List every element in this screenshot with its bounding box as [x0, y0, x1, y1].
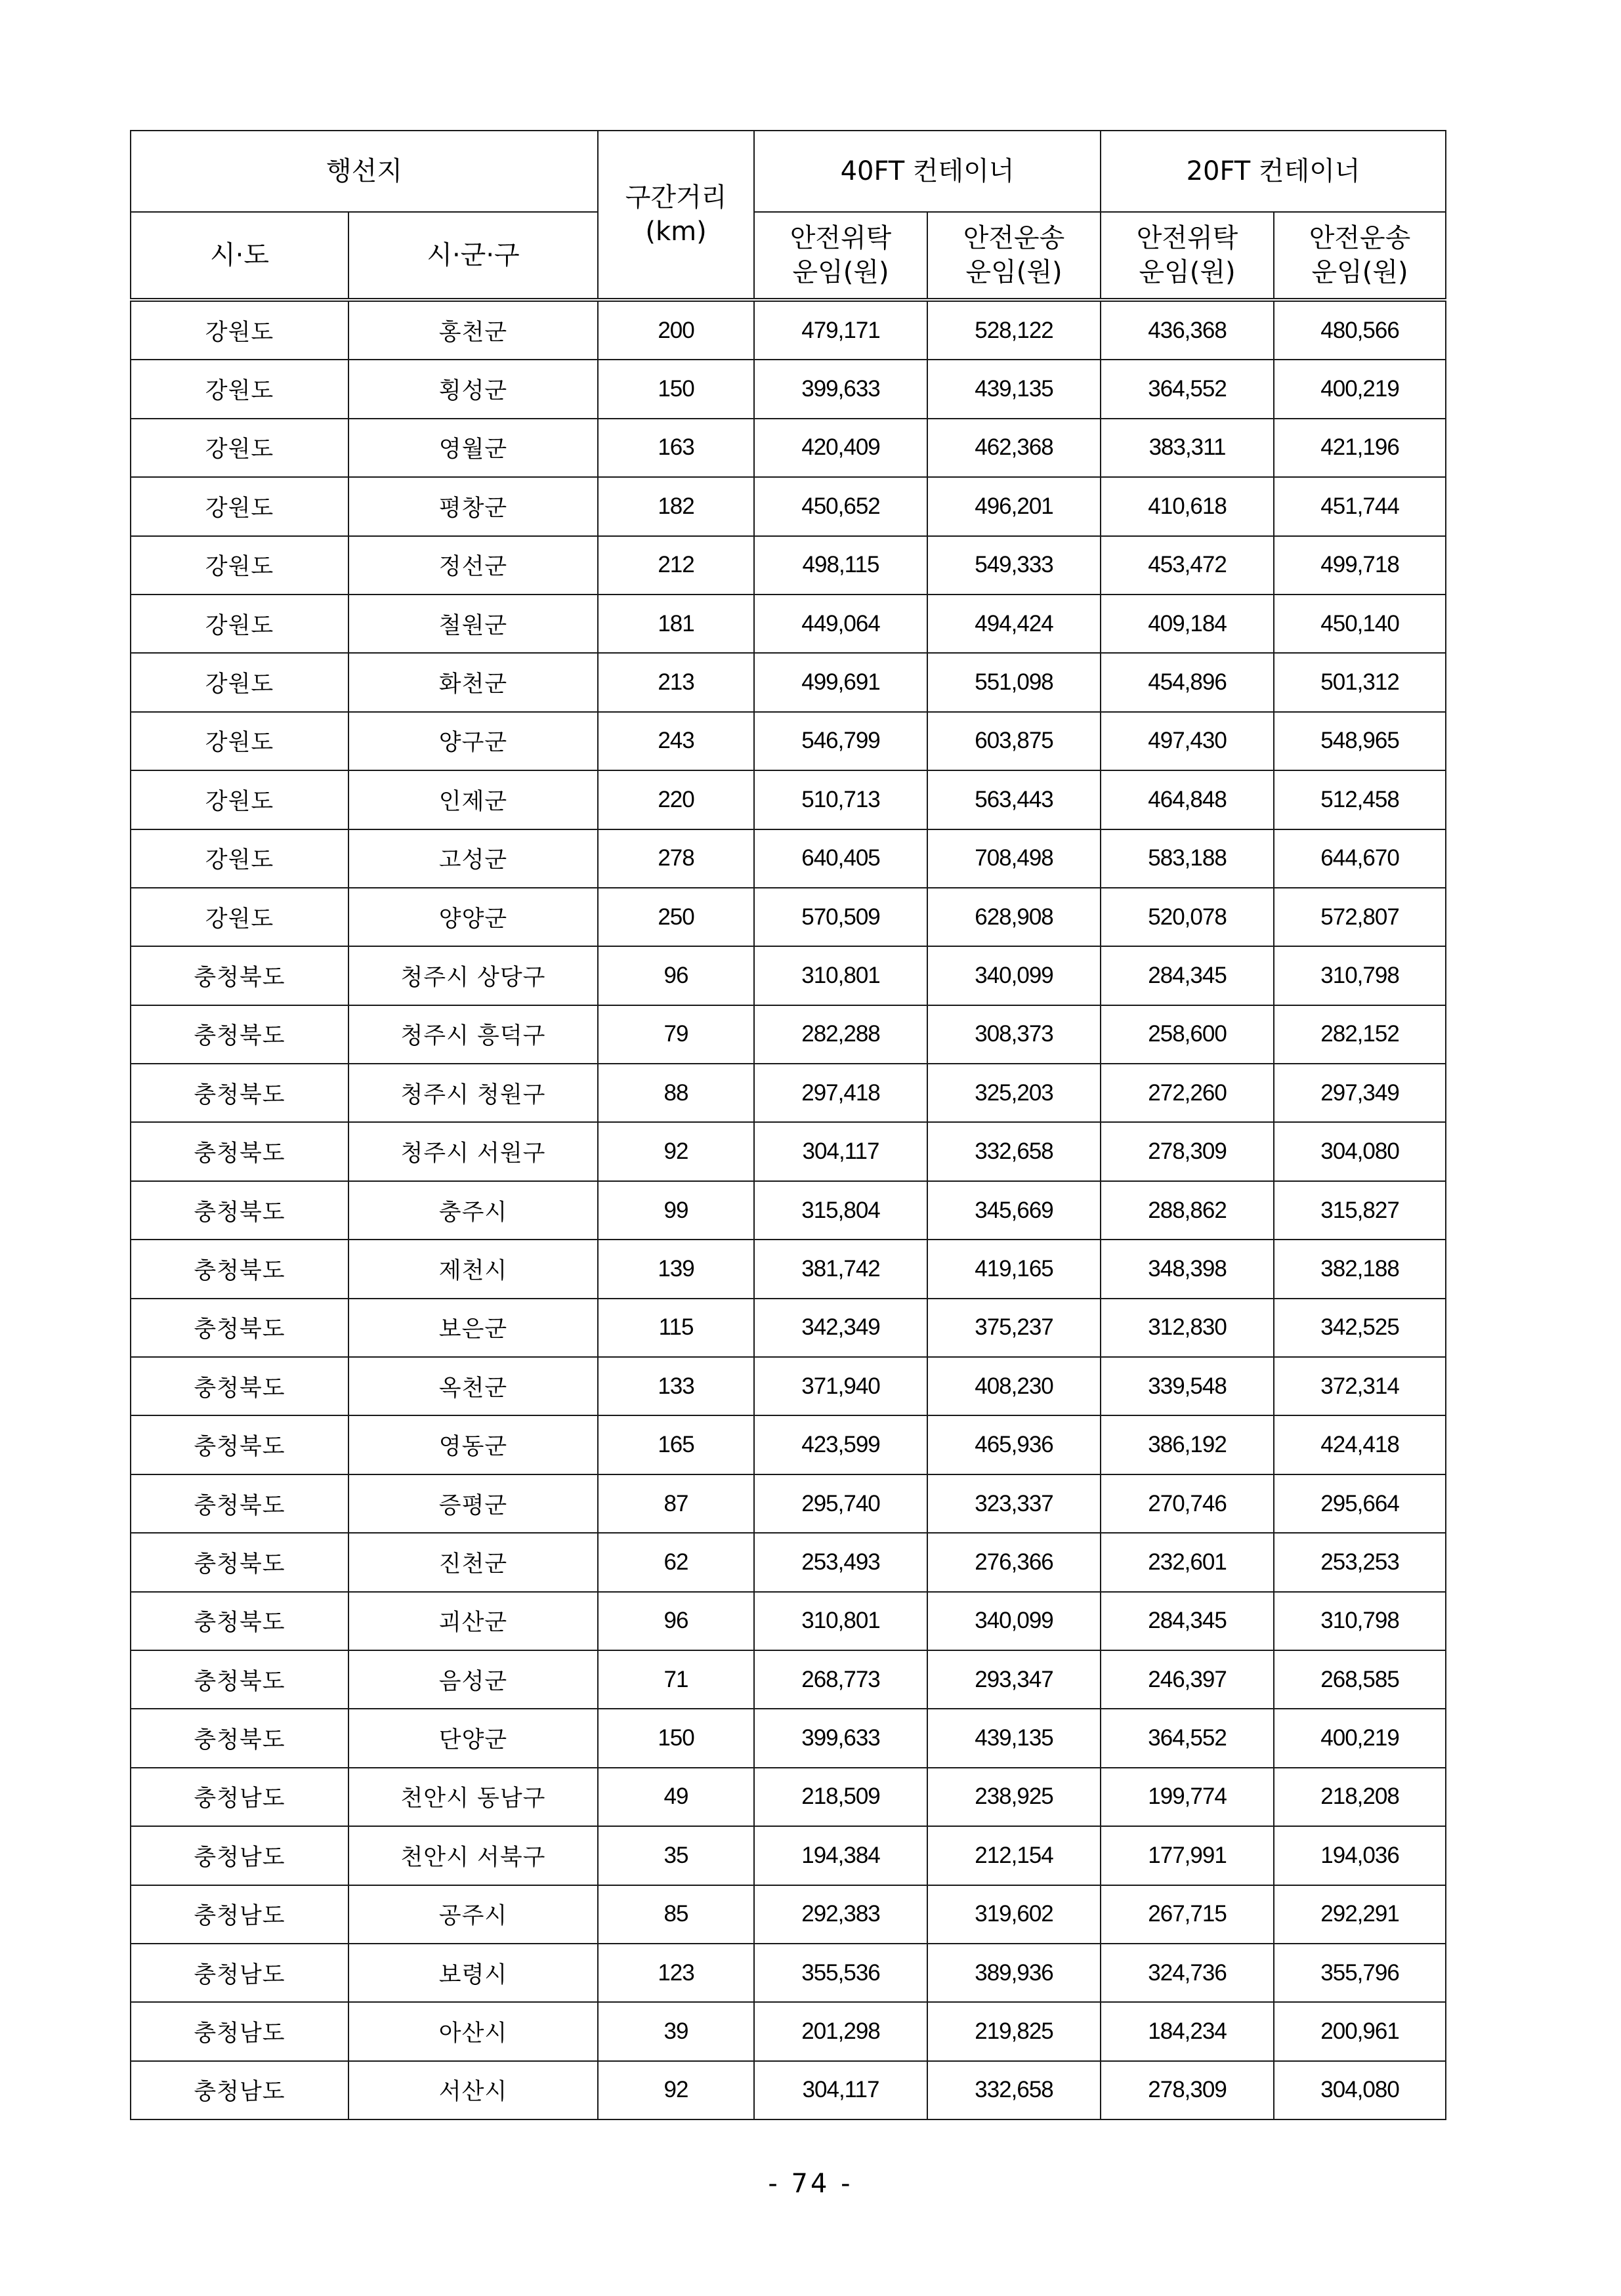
table-row: [131, 477, 1446, 535]
c40-transport-cell: 340,099: [927, 946, 1101, 1005]
c40-transport-cell: 549,333: [927, 536, 1101, 595]
province-cell: 충청남도: [131, 2002, 348, 2060]
c20-consign-cell: 339,548: [1101, 1357, 1274, 1415]
district-cell: 제천시: [348, 1240, 598, 1298]
table-row: [131, 1650, 1446, 1709]
c40-consign-cell: 342,349: [754, 1299, 927, 1357]
district-cell: 천안시 서북구: [348, 1826, 598, 1885]
distance-cell: 150: [598, 360, 754, 418]
district-cell: 고성군: [348, 829, 598, 888]
distance-cell: 213: [598, 653, 754, 711]
province-cell: 강원도: [131, 712, 348, 770]
district-header: 시·군·구: [348, 212, 598, 300]
c40-consign-cell: 449,064: [754, 595, 927, 653]
district-cell: 청주시 흥덕구: [348, 1005, 598, 1064]
c40-consign-cell: 381,742: [754, 1240, 927, 1298]
province-cell: 충청북도: [131, 1005, 348, 1064]
table-row: [131, 2002, 1446, 2060]
c40-transport-cell: 276,366: [927, 1533, 1101, 1591]
distance-cell: 181: [598, 595, 754, 653]
table-row: [131, 770, 1446, 829]
c20-transport-header: [1274, 212, 1446, 300]
table-body: [131, 300, 1446, 2119]
c20-transport-cell: 501,312: [1274, 653, 1446, 711]
c20-consign-cell: 497,430: [1101, 712, 1274, 770]
c40-consign-cell: 399,633: [754, 1709, 927, 1767]
freight-rate-table: [130, 130, 1446, 2120]
c40-consign-cell: 420,409: [754, 419, 927, 477]
distance-cell: 49: [598, 1768, 754, 1826]
c20-transport-cell: 355,796: [1274, 1944, 1446, 2002]
district-cell: 괴산군: [348, 1592, 598, 1650]
c20-consign-cell: 364,552: [1101, 360, 1274, 418]
c20-transport-cell: 297,349: [1274, 1064, 1446, 1122]
district-cell: 양양군: [348, 888, 598, 946]
province-cell: 충청북도: [131, 1181, 348, 1240]
province-cell: 강원도: [131, 595, 348, 653]
c20-consign-cell: 312,830: [1101, 1299, 1274, 1357]
table-row: [131, 1005, 1446, 1064]
distance-cell: 150: [598, 1709, 754, 1767]
c20-transport-cell: 315,827: [1274, 1181, 1446, 1240]
c40-consign-cell: 304,117: [754, 1122, 927, 1180]
c20-consign-cell: 177,991: [1101, 1826, 1274, 1885]
page-number: - 74 -: [768, 2169, 853, 2199]
table-row: [131, 1885, 1446, 1944]
c40-transport-cell: 375,237: [927, 1299, 1101, 1357]
district-cell: 양구군: [348, 712, 598, 770]
table-row: [131, 653, 1446, 711]
c20-transport-cell: 218,208: [1274, 1768, 1446, 1826]
c40-transport-cell: 323,337: [927, 1474, 1101, 1533]
c20-consign-cell: 436,368: [1101, 300, 1274, 360]
c20-transport-cell: 372,314: [1274, 1357, 1446, 1415]
c20-consign-cell: 454,896: [1101, 653, 1274, 711]
distance-cell: 278: [598, 829, 754, 888]
district-cell: 인제군: [348, 770, 598, 829]
distance-cell: 96: [598, 946, 754, 1005]
distance-cell: 115: [598, 1299, 754, 1357]
distance-cell: 200: [598, 300, 754, 360]
district-cell: 영월군: [348, 419, 598, 477]
header-row-2: [131, 212, 1446, 300]
distance-cell: 79: [598, 1005, 754, 1064]
c40-transport-cell: 551,098: [927, 653, 1101, 711]
province-cell: 충청북도: [131, 1357, 348, 1415]
district-cell: 음성군: [348, 1650, 598, 1709]
district-cell: 증평군: [348, 1474, 598, 1533]
c40-consign-cell: 201,298: [754, 2002, 927, 2060]
district-cell: 공주시: [348, 1885, 598, 1944]
c40-transport-cell: 494,424: [927, 595, 1101, 653]
c40-transport-cell: 465,936: [927, 1415, 1101, 1474]
c20-transport-cell: 304,080: [1274, 2061, 1446, 2119]
district-cell: 단양군: [348, 1709, 598, 1767]
container-40ft-header: 40FT 컨테이너: [754, 131, 1101, 212]
c40-consign-cell: 297,418: [754, 1064, 927, 1122]
c20-transport-cell: 292,291: [1274, 1885, 1446, 1944]
province-cell: 충청북도: [131, 1650, 348, 1709]
table-row: [131, 1122, 1446, 1180]
c20-transport-cell: 268,585: [1274, 1650, 1446, 1709]
table-row: [131, 1357, 1446, 1415]
district-cell: 아산시: [348, 2002, 598, 2060]
distance-cell: 163: [598, 419, 754, 477]
c20-transport-cell: 450,140: [1274, 595, 1446, 653]
c20-consign-cell: 348,398: [1101, 1240, 1274, 1298]
district-cell: 평창군: [348, 477, 598, 535]
c20-consign-cell: 246,397: [1101, 1650, 1274, 1709]
c40-transport-cell: 408,230: [927, 1357, 1101, 1415]
district-cell: 철원군: [348, 595, 598, 653]
table-row: [131, 1181, 1446, 1240]
table-row: [131, 1474, 1446, 1533]
c20-consign-cell: 232,601: [1101, 1533, 1274, 1591]
c20-consign-cell: 270,746: [1101, 1474, 1274, 1533]
distance-cell: 92: [598, 1122, 754, 1180]
c40-consign-cell: 194,384: [754, 1826, 927, 1885]
table-row: [131, 888, 1446, 946]
c40-transport-cell: 319,602: [927, 1885, 1101, 1944]
c20-transport-cell: 400,219: [1274, 360, 1446, 418]
table-row: [131, 829, 1446, 888]
c40-consign-cell: 570,509: [754, 888, 927, 946]
c40-transport-cell: 325,203: [927, 1064, 1101, 1122]
c40-transport-cell: 332,658: [927, 2061, 1101, 2119]
c40-consign-cell: 399,633: [754, 360, 927, 418]
distance-cell: 133: [598, 1357, 754, 1415]
c40-transport-cell: 708,498: [927, 829, 1101, 888]
table-row: [131, 1768, 1446, 1826]
district-cell: 정선군: [348, 536, 598, 595]
c40-consign-cell: 510,713: [754, 770, 927, 829]
distance-cell: 99: [598, 1181, 754, 1240]
distance-cell: 250: [598, 888, 754, 946]
c20-consign-cell: 520,078: [1101, 888, 1274, 946]
c20-consign-header-line2: 운임(원): [1139, 257, 1236, 287]
c20-consign-cell: 184,234: [1101, 2002, 1274, 2060]
c40-consign-cell: 355,536: [754, 1944, 927, 2002]
c20-consign-cell: 324,736: [1101, 1944, 1274, 2002]
c40-transport-header-line1: 안전운송: [963, 223, 1065, 253]
c20-transport-cell: 424,418: [1274, 1415, 1446, 1474]
table-row: [131, 1944, 1446, 2002]
c20-transport-cell: 310,798: [1274, 1592, 1446, 1650]
c20-consign-cell: 288,862: [1101, 1181, 1274, 1240]
c40-consign-header-line1: 안전위탁: [789, 223, 892, 253]
province-cell: 강원도: [131, 536, 348, 595]
distance-header-line2: (km): [645, 217, 707, 247]
province-cell: 충청북도: [131, 1474, 348, 1533]
c20-transport-cell: 421,196: [1274, 419, 1446, 477]
province-cell: 강원도: [131, 477, 348, 535]
c20-transport-cell: 382,188: [1274, 1240, 1446, 1298]
c40-transport-cell: 496,201: [927, 477, 1101, 535]
c40-consign-cell: 304,117: [754, 2061, 927, 2119]
c20-transport-cell: 253,253: [1274, 1533, 1446, 1591]
c40-transport-cell: 439,135: [927, 1709, 1101, 1767]
province-cell: 강원도: [131, 888, 348, 946]
table-row: [131, 595, 1446, 653]
c20-transport-cell: 548,965: [1274, 712, 1446, 770]
c20-consign-cell: 272,260: [1101, 1064, 1274, 1122]
c20-transport-header-line1: 안전운송: [1309, 223, 1411, 253]
c20-consign-cell: 410,618: [1101, 477, 1274, 535]
c20-transport-cell: 572,807: [1274, 888, 1446, 946]
c40-consign-cell: 310,801: [754, 1592, 927, 1650]
c40-consign-cell: 499,691: [754, 653, 927, 711]
container-20ft-header: 20FT 컨테이너: [1101, 131, 1446, 212]
distance-cell: 87: [598, 1474, 754, 1533]
c40-consign-cell: 423,599: [754, 1415, 927, 1474]
table-row: [131, 1299, 1446, 1357]
c20-consign-header-line1: 안전위탁: [1136, 223, 1238, 253]
c20-consign-cell: 258,600: [1101, 1005, 1274, 1064]
c20-transport-cell: 310,798: [1274, 946, 1446, 1005]
c20-transport-cell: 304,080: [1274, 1122, 1446, 1180]
c40-consign-header-line2: 운임(원): [792, 257, 889, 287]
table-row: [131, 419, 1446, 477]
c20-transport-cell: 451,744: [1274, 477, 1446, 535]
table-row: [131, 1826, 1446, 1885]
province-cell: 충청북도: [131, 1533, 348, 1591]
header-row-1: [131, 131, 1446, 212]
table-row: [131, 360, 1446, 418]
province-cell: 강원도: [131, 300, 348, 360]
distance-cell: 96: [598, 1592, 754, 1650]
province-cell: 강원도: [131, 360, 348, 418]
c40-consign-cell: 640,405: [754, 829, 927, 888]
destination-header: 행선지: [131, 131, 598, 212]
c40-transport-cell: 528,122: [927, 300, 1101, 360]
c20-transport-cell: 342,525: [1274, 1299, 1446, 1357]
distance-cell: 139: [598, 1240, 754, 1298]
distance-cell: 35: [598, 1826, 754, 1885]
c20-transport-cell: 282,152: [1274, 1005, 1446, 1064]
c40-transport-header-line2: 운임(원): [965, 257, 1063, 287]
c40-consign-cell: 310,801: [754, 946, 927, 1005]
province-cell: 충청남도: [131, 1885, 348, 1944]
distance-cell: 243: [598, 712, 754, 770]
province-cell: 충청북도: [131, 1709, 348, 1767]
distance-cell: 71: [598, 1650, 754, 1709]
c20-transport-cell: 194,036: [1274, 1826, 1446, 1885]
c40-transport-cell: 219,825: [927, 2002, 1101, 2060]
c40-consign-cell: 546,799: [754, 712, 927, 770]
table-row: [131, 1533, 1446, 1591]
distance-cell: 220: [598, 770, 754, 829]
c20-transport-cell: 480,566: [1274, 300, 1446, 360]
c40-consign-header: [754, 212, 927, 300]
province-cell: 충청북도: [131, 1299, 348, 1357]
c40-transport-cell: 462,368: [927, 419, 1101, 477]
province-cell: 충청남도: [131, 2061, 348, 2119]
province-cell: 충청북도: [131, 1064, 348, 1122]
c40-consign-cell: 371,940: [754, 1357, 927, 1415]
district-cell: 영동군: [348, 1415, 598, 1474]
c20-consign-cell: 278,309: [1101, 1122, 1274, 1180]
district-cell: 보은군: [348, 1299, 598, 1357]
table-row: [131, 1064, 1446, 1122]
c20-transport-cell: 200,961: [1274, 2002, 1446, 2060]
distance-header: [598, 131, 754, 300]
province-cell: 충청남도: [131, 1826, 348, 1885]
c40-consign-cell: 268,773: [754, 1650, 927, 1709]
table-row: [131, 1415, 1446, 1474]
province-cell: 강원도: [131, 419, 348, 477]
distance-cell: 92: [598, 2061, 754, 2119]
c40-transport-cell: 439,135: [927, 360, 1101, 418]
distance-cell: 182: [598, 477, 754, 535]
c20-consign-cell: 267,715: [1101, 1885, 1274, 1944]
c20-consign-cell: 364,552: [1101, 1709, 1274, 1767]
distance-header-line1: 구간거리: [625, 182, 727, 213]
c40-transport-cell: 238,925: [927, 1768, 1101, 1826]
c20-consign-cell: 278,309: [1101, 2061, 1274, 2119]
c40-transport-cell: 332,658: [927, 1122, 1101, 1180]
c40-transport-cell: 212,154: [927, 1826, 1101, 1885]
c40-consign-cell: 315,804: [754, 1181, 927, 1240]
province-cell: 강원도: [131, 770, 348, 829]
table-row: [131, 300, 1446, 360]
c20-consign-cell: 284,345: [1101, 946, 1274, 1005]
table-row: [131, 1592, 1446, 1650]
district-cell: 청주시 상당구: [348, 946, 598, 1005]
province-cell: 강원도: [131, 829, 348, 888]
c40-consign-cell: 295,740: [754, 1474, 927, 1533]
c40-transport-cell: 345,669: [927, 1181, 1101, 1240]
c20-consign-cell: 284,345: [1101, 1592, 1274, 1650]
c20-consign-cell: 583,188: [1101, 829, 1274, 888]
province-cell: 충청북도: [131, 1240, 348, 1298]
c20-consign-cell: 464,848: [1101, 770, 1274, 829]
c40-transport-cell: 293,347: [927, 1650, 1101, 1709]
c20-consign-cell: 383,311: [1101, 419, 1274, 477]
c40-consign-cell: 253,493: [754, 1533, 927, 1591]
c40-consign-cell: 292,383: [754, 1885, 927, 1944]
distance-cell: 212: [598, 536, 754, 595]
distance-cell: 62: [598, 1533, 754, 1591]
c40-transport-cell: 563,443: [927, 770, 1101, 829]
c20-consign-cell: 386,192: [1101, 1415, 1274, 1474]
c20-transport-cell: 512,458: [1274, 770, 1446, 829]
c20-transport-cell: 499,718: [1274, 536, 1446, 595]
distance-cell: 165: [598, 1415, 754, 1474]
district-cell: 화천군: [348, 653, 598, 711]
c40-consign-cell: 218,509: [754, 1768, 927, 1826]
district-cell: 천안시 동남구: [348, 1768, 598, 1826]
province-cell: 충청북도: [131, 1415, 348, 1474]
province-cell: 강원도: [131, 653, 348, 711]
province-header: 시·도: [131, 212, 348, 300]
province-cell: 충청남도: [131, 1944, 348, 2002]
province-cell: 충청북도: [131, 946, 348, 1005]
province-cell: 충청남도: [131, 1768, 348, 1826]
c20-consign-header: [1101, 212, 1274, 300]
district-cell: 보령시: [348, 1944, 598, 2002]
table-row: [131, 946, 1446, 1005]
table-row: [131, 1240, 1446, 1298]
distance-cell: 123: [598, 1944, 754, 2002]
table-row: [131, 2061, 1446, 2119]
table-row: [131, 1709, 1446, 1767]
district-cell: 청주시 청원구: [348, 1064, 598, 1122]
c40-transport-cell: 419,165: [927, 1240, 1101, 1298]
c40-transport-header: [927, 212, 1101, 300]
c40-transport-cell: 340,099: [927, 1592, 1101, 1650]
district-cell: 서산시: [348, 2061, 598, 2119]
c40-transport-cell: 628,908: [927, 888, 1101, 946]
c40-consign-cell: 498,115: [754, 536, 927, 595]
c20-transport-header-line2: 운임(원): [1311, 257, 1408, 287]
table-row: [131, 536, 1446, 595]
district-cell: 충주시: [348, 1181, 598, 1240]
district-cell: 홍천군: [348, 300, 598, 360]
district-cell: 진천군: [348, 1533, 598, 1591]
c40-transport-cell: 603,875: [927, 712, 1101, 770]
c20-transport-cell: 400,219: [1274, 1709, 1446, 1767]
c40-consign-cell: 479,171: [754, 300, 927, 360]
c20-consign-cell: 199,774: [1101, 1768, 1274, 1826]
c20-consign-cell: 453,472: [1101, 536, 1274, 595]
table-row: [131, 712, 1446, 770]
distance-cell: 85: [598, 1885, 754, 1944]
c20-transport-cell: 295,664: [1274, 1474, 1446, 1533]
distance-cell: 88: [598, 1064, 754, 1122]
c40-consign-cell: 282,288: [754, 1005, 927, 1064]
c40-consign-cell: 450,652: [754, 477, 927, 535]
district-cell: 옥천군: [348, 1357, 598, 1415]
c20-transport-cell: 644,670: [1274, 829, 1446, 888]
district-cell: 횡성군: [348, 360, 598, 418]
province-cell: 충청북도: [131, 1122, 348, 1180]
district-cell: 청주시 서원구: [348, 1122, 598, 1180]
province-cell: 충청북도: [131, 1592, 348, 1650]
c40-transport-cell: 389,936: [927, 1944, 1101, 2002]
c20-consign-cell: 409,184: [1101, 595, 1274, 653]
c40-transport-cell: 308,373: [927, 1005, 1101, 1064]
distance-cell: 39: [598, 2002, 754, 2060]
